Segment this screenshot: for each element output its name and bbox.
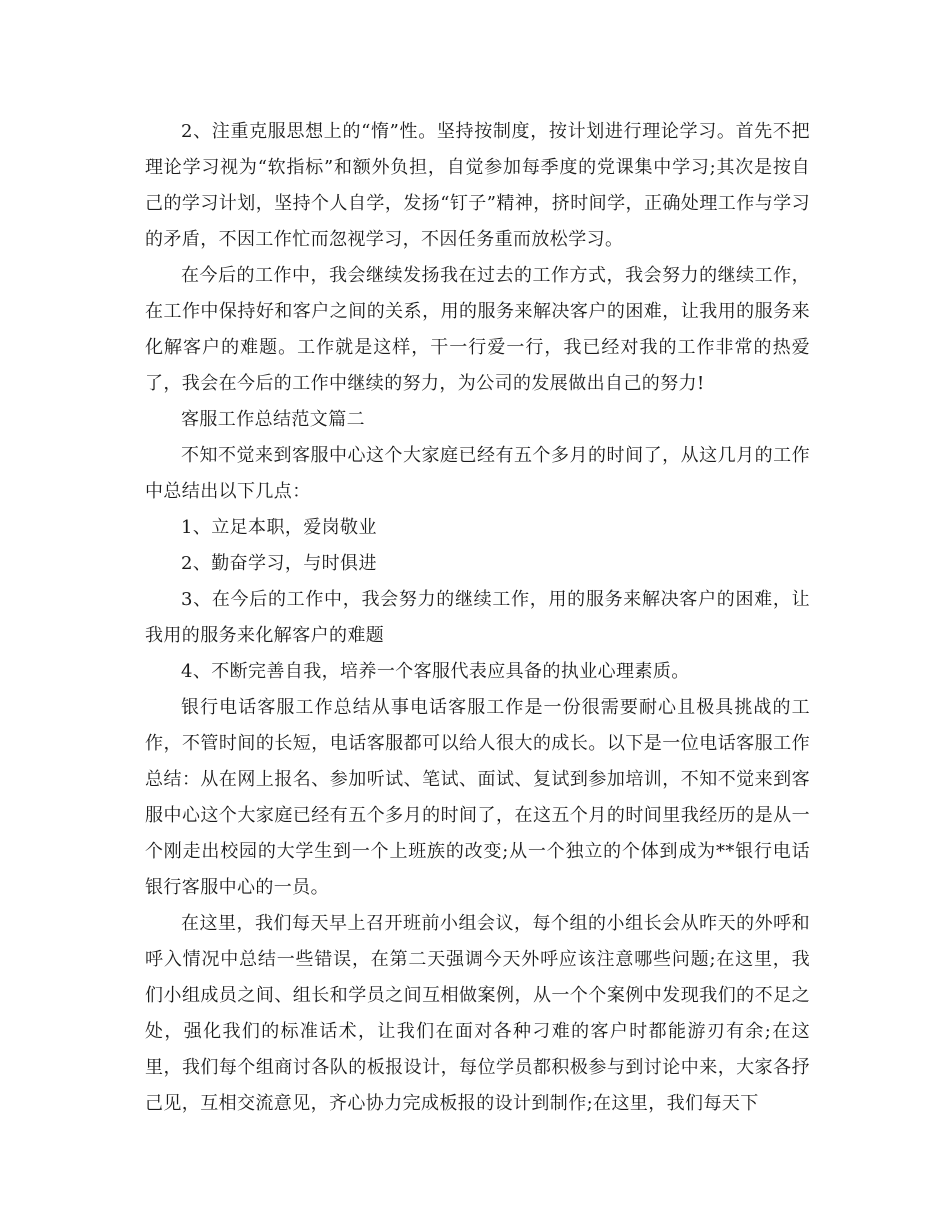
- list-item-4: 4、不断完善自我，培养一个客服代表应具备的执业心理素质。: [181, 661, 690, 682]
- section-heading-part-two: 客服工作总结范文篇二: [181, 409, 365, 430]
- document-body: [145, 114, 810, 1122]
- list-item-3: 3、在今后的工作中，我会努力的继续工作，用的服务来解决客户的困难，让我用的服务来化解客户的难题: [145, 589, 810, 646]
- list-item-2: 2、勤奋学习，与时俱进: [181, 553, 377, 574]
- list-item-1: 1、立足本职，爱岗敬业: [181, 517, 377, 538]
- paragraph-intro-summary: 不知不觉来到客服中心这个大家庭已经有五个多月的时间了，从这几月的工作中总结出以下几点：: [145, 445, 810, 502]
- paragraph-daily-routine: 在这里，我们每天早上召开班前小组会议，每个组的小组长会从昨天的外呼和呼入情况中总结一些错误，在第二天强调今天外呼应该注意哪些问题;在这里，我们小组成员之间、组长和学员之间互相做案例，从一个个案例中发现我们的不足之处，强化我们的标准话术，让我们在面对各种刁难的客户时都能游刃有余;在这里，我们每个组商讨各队的板报设计，每位学员都积极参与到讨论中来，大家各抒己见，互相交流意见，齐心协力完成板报的设计到制作;在这里，我们每天下: [145, 913, 810, 1114]
- paragraph-bank-call-center: 银行电话客服工作总结从事电话客服工作是一份很需要耐心且极具挑战的工作，不管时间的长短，电话客服都可以给人很大的成长。以下是一位电话客服工作总结：从在网上报名、参加听试、笔试、面试、复试到参加培训，不知不觉来到客服中心这个大家庭已经有五个多月的时间了，在这五个月的时间里我经历的是从一个刚走出校园的大学生到一个上班族的改变;从一个独立的个体到成为**银行电话银行客服中心的一员。: [145, 697, 810, 898]
- paragraph-study-attitude: 2、注重克服思想上的“惰”性。坚持按制度，按计划进行理论学习。首先不把理论学习视为“软指标”和额外负担，自觉参加每季度的党课集中学习;其次是按自己的学习计划，坚持个人自学，发扬“钉子”精神，挤时间学，正确处理工作与学习的矛盾，不因工作忙而忽视学习，不因任务重而放松学习。: [145, 121, 810, 250]
- paragraph-future-work: 在今后的工作中，我会继续发扬我在过去的工作方式，我会努力的继续工作，在工作中保持好和客户之间的关系，用的服务来解决客户的困难，让我用的服务来化解客户的难题。工作就是这样，干一行爱一行，我已经对我的工作非常的热爱了，我会在今后的工作中继续的努力，为公司的发展做出自己的努力!: [145, 265, 810, 394]
